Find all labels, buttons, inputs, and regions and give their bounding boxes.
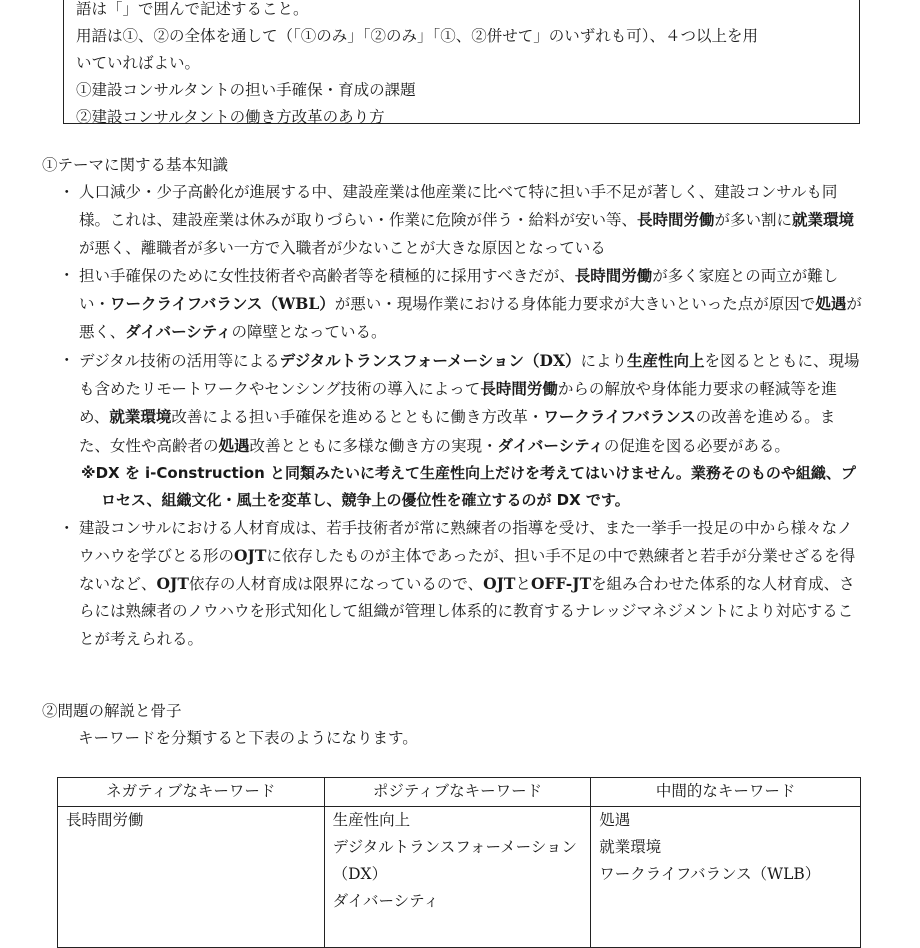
bullet-text: 人口減少・少子高齢化が進展する中、建設産業は他産業に比べて特に担い手不足が著しく、建設コンサルも同様。これは、建設産業は休みが取りづらい・作業に危険が伴う・給料が安い等、	[79, 183, 838, 230]
keyword-text: OFF-JT	[530, 574, 592, 594]
instruction-line: 用語は①、②の全体を通して（「①のみ」「②のみ」「①、②併せて」のいずれも可）、４つ以上を用	[76, 27, 759, 45]
table-intro-text: キーワードを分類すると下表のようになります。	[78, 729, 418, 747]
table-row	[58, 807, 861, 948]
dx-note: ※DX を i-Construction と同類みたいに考えて生産性向上だけを考えてはいけません。業務そのものや組織、プロセス、組織文化・風土を変革し、競争上の優位性を確立するのが DX です。	[81, 463, 856, 510]
instruction-line: いていればよい。	[76, 54, 201, 72]
keyword-item: ダイバーシティ	[332, 892, 439, 910]
instruction-box	[63, 0, 860, 124]
section-heading-basic-knowledge: ①テーマに関する基本知識	[42, 156, 229, 174]
keyword-text: OJT	[234, 545, 267, 565]
keyword-item: 生産性向上	[332, 811, 411, 829]
bullet-text: が悪く、離職者が多い一方で入職者が少ないことが大きな原因となっている	[79, 238, 606, 257]
keyword-text: ワークライフバランス	[543, 407, 696, 427]
bullet-text: からの解放や身体能力要求の軽減等を進め、	[79, 380, 837, 427]
keyword-text: 処遇	[815, 294, 847, 314]
table-header-row	[58, 778, 861, 807]
neutral-keywords-cell	[591, 807, 861, 948]
bullet-text: が多く家庭との両立が難しい・	[79, 266, 839, 314]
instruction-line: 語は「」で囲んで記述すること。	[76, 0, 309, 18]
keyword-text: OJT	[156, 574, 189, 594]
bullet-text: に依存したものが主体であったが、担い手不足の中で熟練者と若手が分業せざるを得ないなど、	[79, 546, 856, 594]
keyword-item: デジタルトランスフォーメーション（DX）	[332, 838, 578, 883]
bullet-text: により	[580, 351, 627, 370]
keyword-text: ダイバーシティ	[497, 435, 604, 455]
knowledge-bullet	[63, 179, 863, 262]
keyword-text: ダイバーシティ	[125, 322, 232, 342]
section-heading-explanation: ②問題の解説と骨子	[42, 702, 182, 720]
keyword-item: ワークライフバランス（WLB）	[599, 865, 821, 883]
bullet-text: 依存の人材育成は限界になっているので、	[188, 575, 484, 594]
knowledge-bullet	[63, 347, 863, 460]
bullet-text: が悪い・現場作業における身体能力要求が大きいといった点が原因で	[334, 295, 816, 314]
bullet-text: の障壁となっている。	[231, 323, 387, 342]
keyword-item: 長時間労働	[66, 811, 144, 829]
instruction-item: ②建設コンサルタントの働き方改革のあり方	[76, 108, 385, 126]
bullet-text: と	[515, 575, 531, 594]
keyword-text: 処遇	[218, 435, 250, 455]
bullet-text: を組み合わせた体系的な人材育成、さらには熟練者のノウハウを形式知化して組織が管理し体系的に教育するナレッジマネジメントにより対応することが考えられる。	[79, 575, 855, 648]
keyword-table	[57, 777, 861, 948]
header-negative: ネガティブなキーワード	[58, 778, 325, 807]
keyword-text: 生産性向上	[627, 350, 705, 370]
positive-keywords-cell	[324, 807, 591, 948]
instruction-item: ①建設コンサルタントの担い手確保・育成の課題	[76, 81, 416, 99]
bullet-text: が多い割に	[714, 211, 793, 230]
keyword-item: 処遇	[599, 811, 631, 829]
negative-keywords-cell	[58, 807, 325, 948]
keyword-item: 就業環境	[599, 838, 662, 856]
bullet-text: の促進を図る必要がある。	[603, 436, 790, 455]
header-positive: ポジティブなキーワード	[324, 778, 591, 807]
keyword-text: 就業環境	[109, 407, 172, 427]
bullet-text: を図るとともに、現場も含めたリモートワークやセンシング技術の導入によって	[79, 351, 860, 399]
bullet-text: デジタル技術の活用等による	[79, 351, 280, 370]
keyword-text: デジタルトランスフォーメーション（DX）	[279, 350, 581, 370]
bullet-text: が悪く、	[79, 295, 862, 342]
knowledge-bullet	[63, 515, 863, 653]
bullet-text: 建設コンサルにおける人材育成は、若手技術者が常に熟練者の指導を受け、また一挙手一投足の中から様々なノウハウを学びとる形の	[79, 518, 853, 565]
keyword-text: 長時間労働	[637, 210, 715, 230]
keyword-text: ワークライフバランス（WBL）	[110, 294, 335, 314]
keyword-text: OJT	[483, 574, 516, 594]
bullet-text: 改善とともに多様な働き方の実現・	[249, 436, 498, 455]
bullet-text: 改善による担い手確保を進めるとともに働き方改革・	[171, 408, 544, 427]
knowledge-bullet-list	[63, 179, 863, 653]
bullet-text: 担い手確保のために女性技術者や高齢者等を積極的に採用すべきだが、	[79, 266, 575, 285]
keyword-text: 長時間労働	[574, 265, 653, 285]
keyword-text: 長時間労働	[480, 379, 558, 399]
knowledge-bullet	[63, 262, 863, 347]
bullet-text: の改善を進める。また、女性や高齢者の	[79, 408, 836, 455]
header-neutral: 中間的なキーワード	[591, 778, 861, 807]
keyword-text: 就業環境	[792, 210, 855, 230]
